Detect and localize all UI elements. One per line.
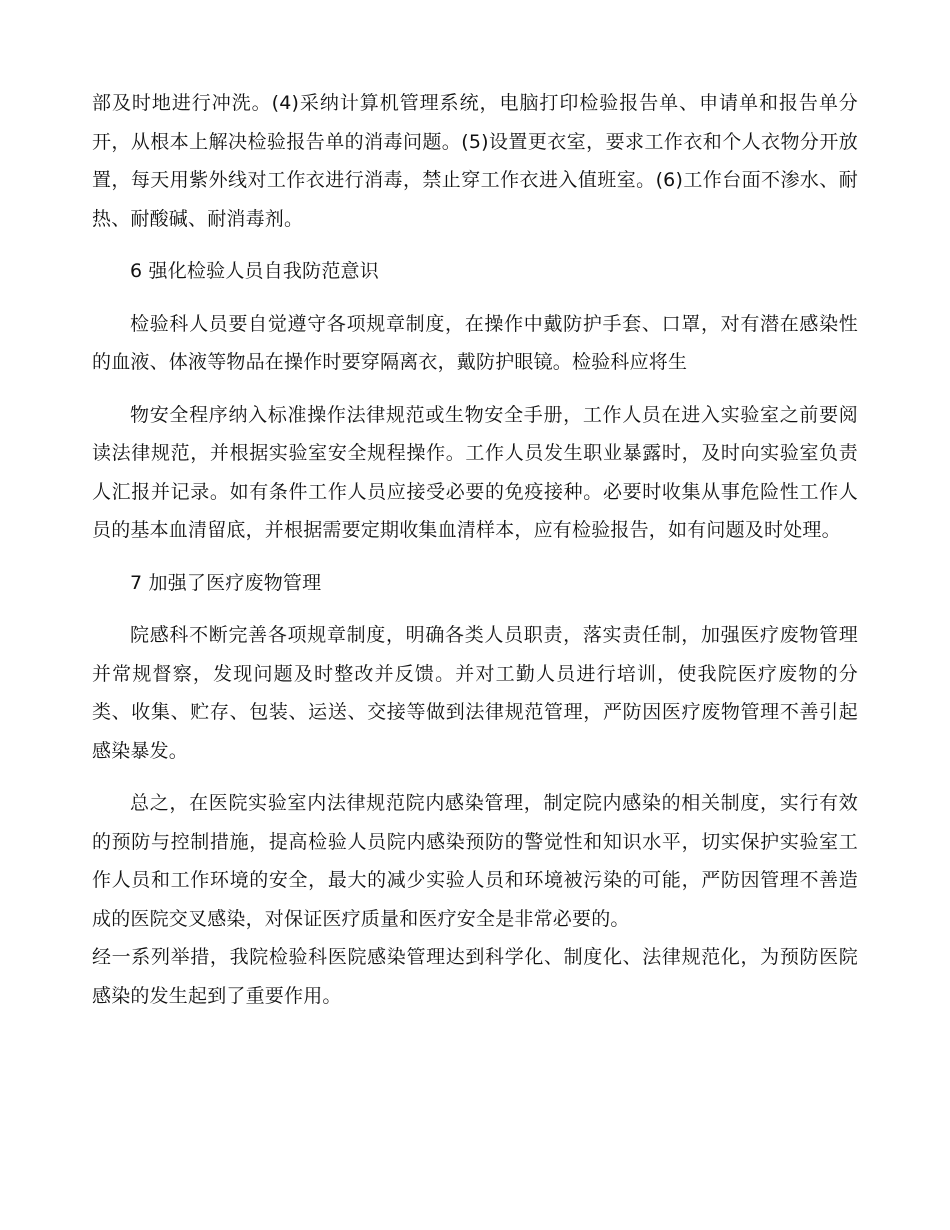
paragraph-conclusion: 总之，在医院实验室内法律规范院内感染管理，制定院内感染的相关制度，实行有效的预防与控制措施，提高检验人员院内感染预防的警觉性和知识水平，切实保护实验室工作人员和工作环境的安全，最大的减少实验人员和环境被污染的可能，严防因管理不善造成的医院交叉感染，对保证医疗质量和医疗安全是非常必要的。	[92, 792, 858, 930]
section-heading-7: 7 加强了医疗废物管理	[130, 571, 322, 594]
paragraph-medical-waste: 院感科不断完善各项规章制度，明确各类人员职责，落实责任制，加强医疗废物管理并常规督察，发现问题及时整改并反馈。并对工勤人员进行培训，使我院医疗废物的分类、收集、贮存、包装、运送、交接等做到法律规范管理，严防因医疗废物管理不善引起感染暴发。	[92, 624, 858, 762]
paragraph-closing: 经一系列举措，我院检验科医院感染管理达到科学化、制度化、法律规范化，为预防医院感染的发生起到了重要作用。	[92, 946, 858, 1007]
paragraph-biosafety-procedures: 物安全程序纳入标准操作法律规范或生物安全手册，工作人员在进入实验室之前要阅读法律规范，并根据实验室安全规程操作。工作人员发生职业暴露时，及时向实验室负责人汇报并记录。如有条件工作人员应接受必要的免疫接种。必要时收集从事危险性工作人员的基本血清留底，并根据需要定期收集血清样本，应有检验报告，如有问题及时处理。	[92, 403, 858, 541]
section-heading-6: 6 强化检验人员自我防范意识	[130, 260, 379, 282]
paragraph-disinfection-measures: 部及时地进行冲洗。(4)采纳计算机管理系统，电脑打印检验报告单、申请单和报告单分开，从根本上解决检验报告单的消毒问题。(5)设置更衣室，要求工作衣和个人衣物分开放置，每天用紫外线对工作衣进行消毒，禁止穿工作衣进入值班室。(6)工作台面不渗水、耐热、耐酸碱、耐消毒剂。	[92, 92, 858, 230]
paragraph-self-protection: 检验科人员要自觉遵守各项规章制度，在操作中戴防护手套、口罩，对有潜在感染性的血液、体液等物品在操作时要穿隔离衣，戴防护眼镜。检验科应将生	[92, 312, 858, 373]
